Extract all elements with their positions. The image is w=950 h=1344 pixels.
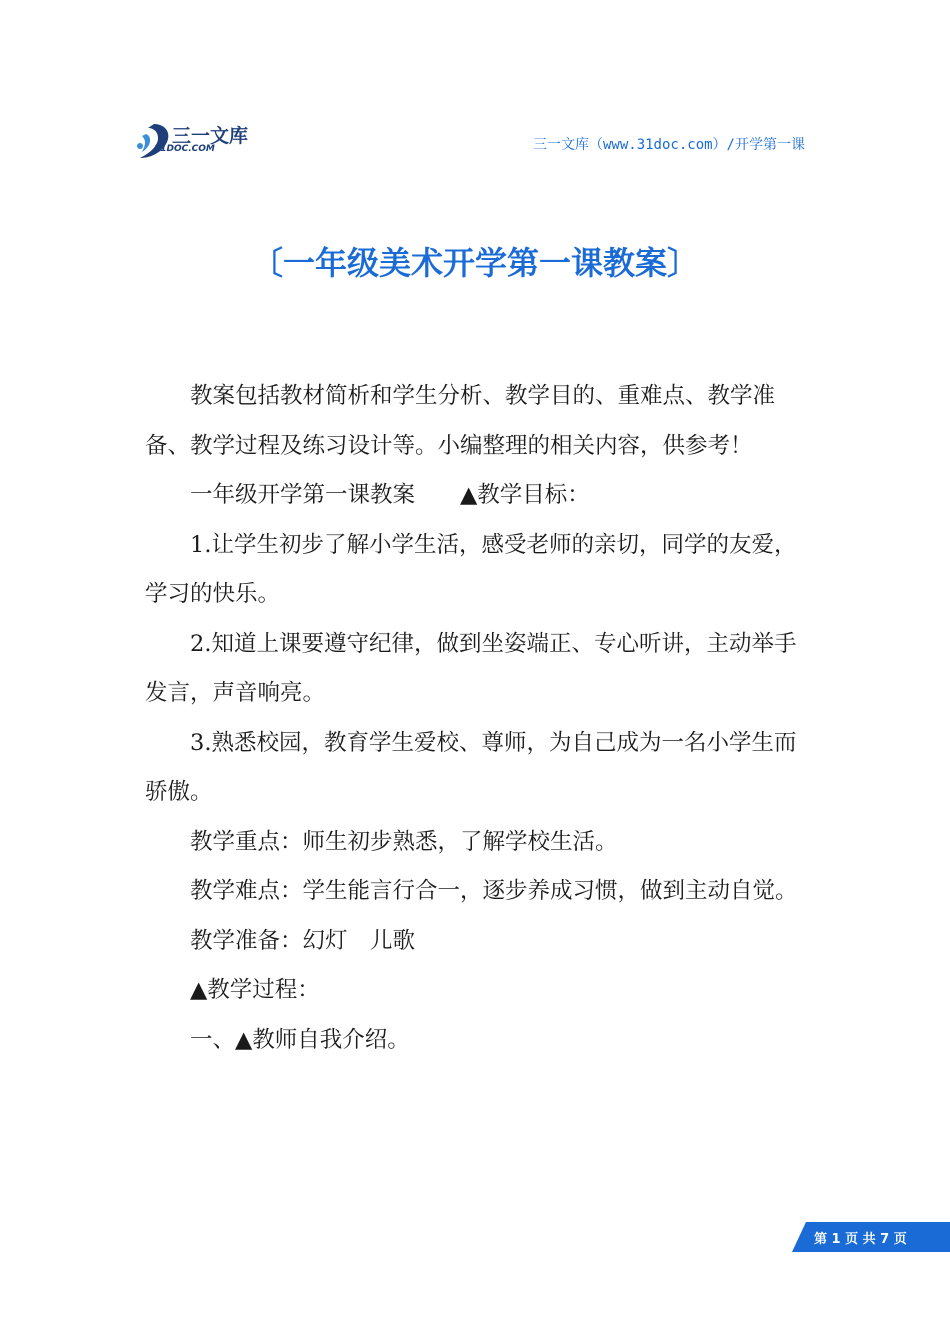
page-number-badge xyxy=(792,1222,950,1252)
paragraph: 教学难点：学生能言行合一，逐步养成习惯，做到主动自觉。 xyxy=(190,878,798,904)
site-logo[interactable] xyxy=(132,120,252,164)
paragraph: 一、▲教师自我介绍。 xyxy=(190,1026,410,1053)
paragraph: 一年级开学第一课教案 ▲教学目标： xyxy=(190,482,590,508)
site-breadcrumb-link[interactable]: 三一文库（www.31doc.com）/开学第一课 xyxy=(532,137,805,153)
page-indicator: 第 1 页 共 7 页 xyxy=(814,1232,907,1247)
paragraph: 教学重点：师生初步熟悉，了解学校生活。 xyxy=(190,828,618,855)
paragraph: 2.知道上课要遵守纪律，做到坐姿端正、专心听讲，主动举手发言，声音响亮。 xyxy=(145,630,797,706)
paragraph: ▲教学过程： xyxy=(190,977,320,1003)
logo-text: 三一文库 xyxy=(172,125,249,147)
document-title: 〔一年级美术开学第一课教案〕 xyxy=(250,244,699,282)
page-header xyxy=(0,0,950,200)
logo-swoosh-icon xyxy=(132,120,176,164)
paragraph: 教学准备：幻灯 儿歌 xyxy=(190,927,416,954)
document-body xyxy=(145,372,807,1065)
logo-domain: 31DOC.COM xyxy=(154,144,215,154)
paragraph: 3.熟悉校园，教育学生爱校、尊师，为自己成为一名小学生而骄傲。 xyxy=(145,729,797,805)
paragraph: 教案包括教材简析和学生分析、教学目的、重难点、教学准备、教学过程及练习设计等。小编整理的相关内容，供参考！ xyxy=(145,383,776,459)
paragraph: 1.让学生初步了解小学生活，感受老师的亲切，同学的友爱，学习的快乐。 xyxy=(145,531,797,607)
